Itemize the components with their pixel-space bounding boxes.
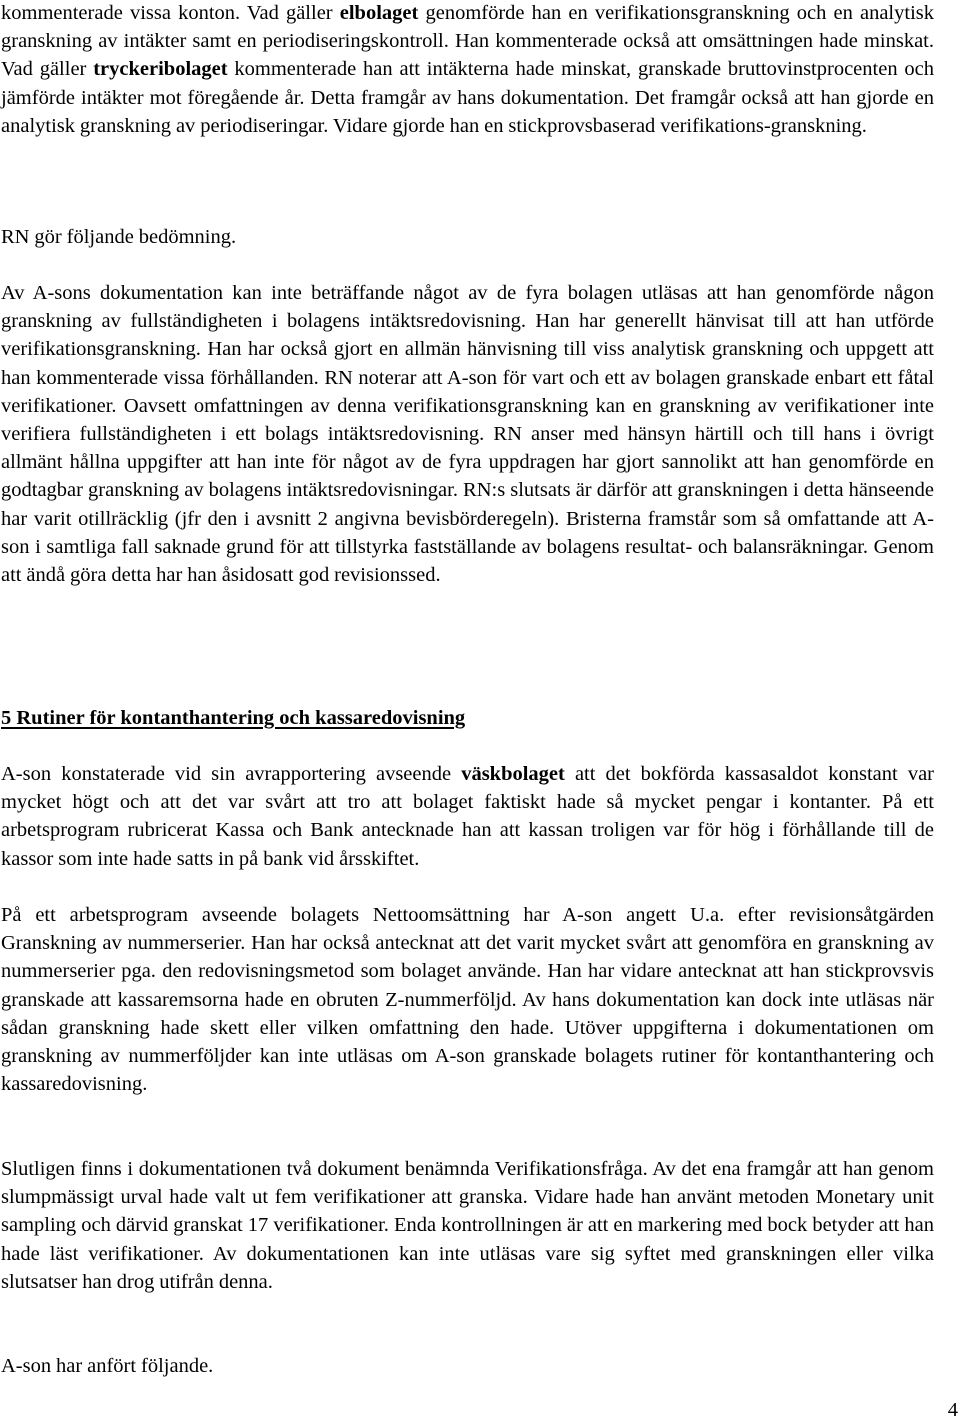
p1-text-e: kommenterade han att intäkterna hade minskat, granskade bruttovinstprocenten och jämförde intäkter mot föregående år. Detta framgår av hans dokumentation. Det framgår också att han gjorde en analytisk granskning av periodiseringar. Vidare gjorde han en stickprovsbaserad verifikations-granskning. <box>1 58 934 137</box>
paragraph-nettoomsattning: På ett arbetsprogram avseende bolagets Nettoomsättning har A-son angett U.a. efter revisionsåtgärden Granskning av nummerserier. Han har också antecknat att det varit mycket svårt att genomföra en granskning av nummerserier pga. den redovisningsmetod som bolaget använde. Han har vidare antecknat att han stickprovsvis granskade att kassaremsorna hade en obruten Z-nummerföljd. Av hans dokumentation kan dock inte utläsas när sådan granskning hade skett eller vilken omfattning den hade. Utöver uppgifterna i dokumentationen om granskning av nummerföljder kan inte utläsas om A-son granskade bolagets rutiner för kontanthantering och kassaredovisning. <box>1 904 934 1096</box>
paragraph-verifikationsfraga: Slutligen finns i dokumentationen två dokument benämnda Verifikationsfråga. Av det ena framgår att han genom slumpmässigt urval hade valt ut fem verifikationer att granska. Vidare hade han använt metoden Monetary unit sampling och därvid granskat 17 verifikationer. Enda kontrollningen är att en markering med bock betyder att han hade läst verifikationer. Av dokumentationen kan inte utläsas vare sig syftet med granskningen eller vilka slutsatser han drog utifrån denna. <box>1 1158 934 1293</box>
paragraph-a-son-anfort: A-son har anfört följande. <box>1 1355 214 1377</box>
p4-text-c: att det bokförda kassasaldot konstant var mycket högt och att det var svårt att tro att bolaget faktiskt hade så mycket pengar i kontanter. På ett arbetsprogram rubricerat Kassa och Bank antecknade han att kassan troligen var för hög i förhållande till de kassor som inte hade satts in på bank vid årsskiftet. <box>1 763 934 870</box>
p4-vaskbolaget: väskbolaget <box>461 763 565 785</box>
p1-elbolaget: elbolaget <box>339 2 419 24</box>
paragraph-intakter-granskning <box>1 0 934 140</box>
p4-text-a: A-son konstaterade vid sin avrapportering avseende <box>1 763 462 785</box>
paragraph-rn-assessment: Av A-sons dokumentation kan inte beträffande något av de fyra bolagen utläsas att han genomförde någon granskning av fullständigheten i bolagens intäktsredovisning. Han har generellt hänvisat till att han utförde verifikationsgranskning. Han har också gjort en allmän hänvisning till viss analytisk granskning och uppgett att han kommenterade vissa förhållanden. RN noterar att A-son för vart och ett av bolagen granskade enbart ett fåtal verifikationer. Oavsett omfattningen av denna verifikationsgranskning kan en granskning av verifikationer inte verifiera fullständigheten i ett bolags intäktsredovisning. RN anser med hänsyn härtill och till hans i övrigt allmänt hållna uppgifter att han inte för något av de fyra uppdragen har gjort sannolikt att han genomförde en godtagbar granskning av bolagens intäktsredovisningar. RN:s slutsats är därför att granskningen i detta hänseende har varit otillräcklig (jfr den i avsnitt 2 angivna bevisbörderegeln). Bristerna framstår som så omfattande att A-son i samtliga fall saknade grund för att tillstyrka fastställande av bolagens resultat- och balansräkningar. Genom att ändå göra detta har han åsidosatt god revisionssed. <box>1 282 934 587</box>
section-heading-5: 5 Rutiner för kontanthantering och kassaredovisning <box>1 707 466 729</box>
p1-text-c: genomförde han en verifikationsgranskning och en analytisk granskning av intäkter samt en periodiseringskontroll. Han kommenterade också att omsättningen hade minskat. Vad gäller <box>1 2 934 81</box>
p1-tryckeribolaget: tryckeribolaget <box>93 58 228 81</box>
page-number: 4 <box>947 1399 958 1421</box>
paragraph-rn-bedomning: RN gör följande bedömning. <box>1 226 237 248</box>
p1-text-a: kommenterade vissa konton. Vad gäller <box>1 2 340 24</box>
paragraph-vaskbolaget <box>1 760 934 873</box>
